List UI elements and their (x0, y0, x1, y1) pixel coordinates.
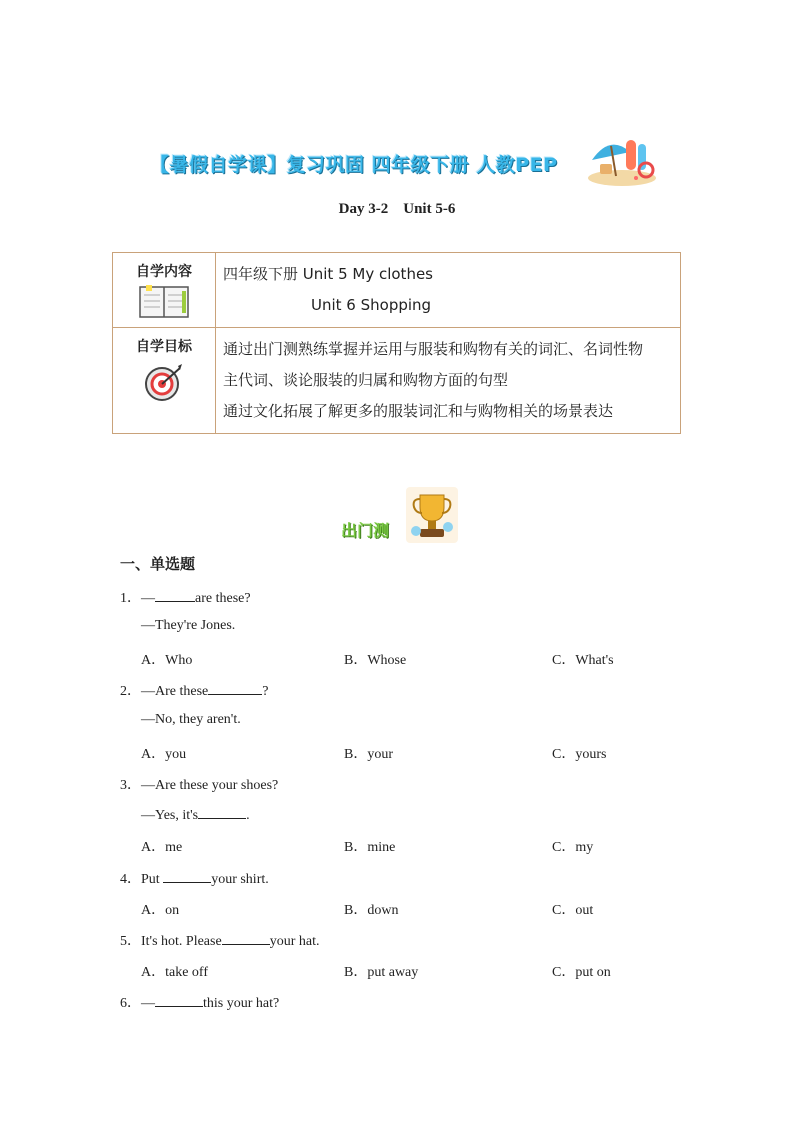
answer-blank (155, 993, 203, 1007)
question-3 (120, 774, 278, 794)
answer-blank (222, 931, 270, 945)
option-c: C．put on (552, 965, 611, 980)
content-label-cell (113, 253, 216, 328)
trophy-illustration (406, 487, 458, 543)
notebook-icon (138, 285, 190, 319)
option-b: B．put away (344, 965, 419, 980)
option-c: C．out (552, 903, 594, 918)
option-a: A．on (141, 903, 180, 918)
option-a: A．Who (141, 653, 193, 668)
content-line-2: Unit 6 Shopping (311, 296, 432, 314)
subtitle: Day 3-2 Unit 5-6 (338, 201, 456, 217)
answer-blank (198, 805, 246, 819)
study-info-table (112, 252, 681, 434)
question-text: —Are these (141, 684, 209, 699)
question-text: — (141, 591, 155, 606)
content-label: 自学内容 (136, 264, 192, 280)
option-a: A．you (141, 747, 187, 762)
question-text: this your hat? (203, 996, 280, 1011)
question-text: are these? (195, 591, 251, 606)
goal-line-3: 通过文化拓展了解更多的服装词汇和与购物相关的场景表达 (223, 402, 614, 420)
option-c: C．What's (552, 653, 614, 668)
question-2-response: —No, they aren't. (141, 712, 241, 727)
question-4 (120, 868, 269, 888)
question-1 (120, 587, 251, 607)
option-b: B．your (344, 747, 393, 762)
option-c: C．my (552, 840, 594, 855)
goal-label-cell (113, 328, 216, 434)
goal-label: 自学目标 (136, 339, 192, 355)
question-number: 3． (120, 778, 141, 793)
answer-blank (208, 681, 262, 695)
question-text: . (246, 808, 250, 823)
option-a: A．take off (141, 965, 208, 980)
question-number: 6． (120, 996, 141, 1011)
question-5 (120, 930, 319, 950)
goal-line-2: 主代词、谈论服装的归属和购物方面的句型 (223, 371, 509, 389)
question-number: 5． (120, 934, 141, 949)
question-text: ? (262, 684, 269, 699)
target-icon (144, 362, 184, 402)
goal-line-1: 通过出门测熟练掌握并运用与服装和购物有关的词汇、名词性物 (223, 340, 644, 358)
question-3-response (141, 805, 250, 824)
question-text: — (141, 996, 155, 1011)
option-b: B．Whose (344, 653, 407, 668)
question-6 (120, 992, 279, 1012)
option-b: B．mine (344, 840, 396, 855)
question-number: 4． (120, 872, 141, 887)
question-number: 1． (120, 591, 141, 606)
banner-title: 【暑假自学课】复习巩固 四年级下册 人教PEP (150, 154, 558, 176)
question-text: your hat. (269, 934, 320, 949)
question-text: Put (141, 872, 164, 887)
exit-test-title: 出门测 (341, 521, 390, 540)
question-text: —Yes, it's (141, 808, 199, 823)
question-number: 2． (120, 684, 141, 699)
option-c: C．yours (552, 747, 607, 762)
question-text: It's hot. Please (141, 934, 222, 949)
answer-blank (163, 869, 211, 883)
question-text: your shirt. (211, 872, 269, 887)
content-value-cell (216, 253, 681, 328)
section-heading: 一、单选题 (120, 555, 196, 573)
option-a: A．me (141, 840, 183, 855)
goal-value-cell (216, 328, 681, 434)
question-1-response: —They're Jones. (141, 618, 236, 633)
question-text: —Are these your shoes? (141, 778, 279, 793)
answer-blank (155, 588, 195, 602)
beach-illustration (586, 130, 658, 186)
content-line-1: 四年级下册 Unit 5 My clothes (223, 265, 433, 283)
option-b: B．down (344, 903, 399, 918)
question-2 (120, 680, 268, 700)
